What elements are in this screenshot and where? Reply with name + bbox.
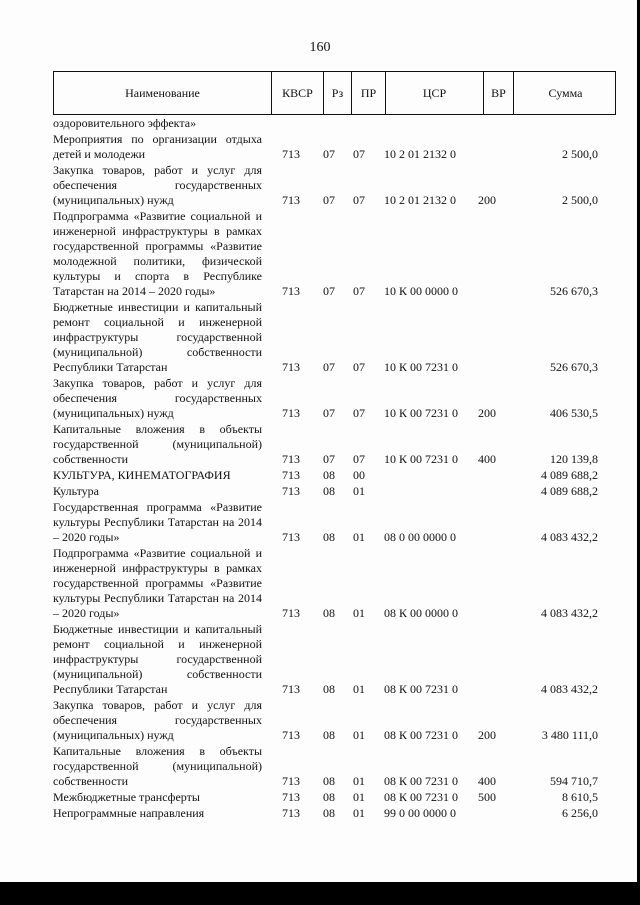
row-sum: 526 670,3	[550, 360, 598, 374]
row-kvsr: 713	[282, 806, 300, 820]
row-rz: 08	[323, 682, 335, 696]
row-sum: 594 710,7	[550, 774, 598, 788]
row-vr: 200	[478, 728, 496, 742]
page-number: 160	[309, 40, 331, 55]
row-kvsr: 713	[282, 790, 300, 804]
row-csr: 10 К 00 7231 0	[384, 452, 459, 466]
row-rz: 08	[323, 530, 335, 544]
row-sum: 120 139,8	[550, 452, 598, 466]
table-row	[53, 789, 616, 805]
row-name: Капитальные вложения в объекты государственной (муниципальной) собственности	[53, 744, 262, 788]
row-pr: 01	[353, 682, 365, 696]
row-pr: 00	[353, 468, 365, 482]
row-name: Капитальные вложения в объекты государственной (муниципальной) собственности	[53, 422, 262, 466]
table-row	[53, 545, 616, 621]
column-header-name: Наименование	[125, 85, 200, 100]
row-sum: 6 256,0	[562, 806, 598, 820]
row-kvsr: 713	[282, 484, 300, 498]
table-row	[53, 621, 616, 697]
table-row	[53, 115, 616, 131]
row-vr: 400	[478, 774, 496, 788]
row-kvsr: 713	[282, 530, 300, 544]
row-csr: 08 К 00 7231 0	[384, 790, 459, 804]
row-name: Межбюджетные трансферты	[53, 790, 200, 804]
row-rz: 07	[323, 147, 335, 161]
row-sum: 2 500,0	[562, 147, 598, 161]
row-kvsr: 713	[282, 406, 300, 420]
row-csr: 08 К 00 7231 0	[384, 728, 459, 742]
row-rz: 08	[323, 728, 335, 742]
row-kvsr: 713	[282, 147, 300, 161]
row-rz: 07	[323, 452, 335, 466]
row-pr: 01	[353, 774, 365, 788]
row-rz: 08	[323, 484, 335, 498]
table-row	[53, 421, 616, 467]
row-csr: 10 К 00 0000 0	[384, 284, 459, 298]
row-pr: 01	[353, 606, 365, 620]
row-kvsr: 713	[282, 360, 300, 374]
row-sum: 526 670,3	[550, 284, 598, 298]
table-row	[53, 483, 616, 499]
row-kvsr: 713	[282, 193, 300, 207]
row-pr: 07	[353, 406, 365, 420]
table-row	[53, 299, 616, 375]
table-body	[53, 115, 616, 821]
row-pr: 01	[353, 530, 365, 544]
row-rz: 08	[323, 468, 335, 482]
row-csr: 08 К 00 7231 0	[384, 774, 459, 788]
row-rz: 07	[323, 360, 335, 374]
table-row	[53, 697, 616, 743]
row-csr: 10 2 01 2132 0	[384, 147, 456, 161]
row-pr: 07	[353, 193, 365, 207]
row-sum: 4 083 432,2	[541, 530, 598, 544]
row-name: Бюджетные инвестиции и капитальный ремонт социальной и инженерной инфраструктуры государственной (муниципальной) собственности Республики Татарстан	[53, 300, 262, 374]
row-csr: 10 К 00 7231 0	[384, 406, 459, 420]
row-pr: 01	[353, 728, 365, 742]
row-name: оздоровительного эффекта»	[53, 116, 197, 130]
row-pr: 07	[353, 452, 365, 466]
row-vr: 200	[478, 193, 496, 207]
row-pr: 01	[353, 484, 365, 498]
row-sum: 4 083 432,2	[541, 682, 598, 696]
row-kvsr: 713	[282, 468, 300, 482]
row-vr: 200	[478, 406, 496, 420]
row-csr: 10 К 00 7231 0	[384, 360, 459, 374]
row-rz: 08	[323, 774, 335, 788]
row-csr: 08 К 00 7231 0	[384, 682, 459, 696]
table-row	[53, 208, 616, 299]
row-pr: 01	[353, 806, 365, 820]
row-name: Бюджетные инвестиции и капитальный ремонт социальной и инженерной инфраструктуры государственной (муниципальной) собственности Республики Татарстан	[53, 622, 262, 696]
row-sum: 3 480 111,0	[541, 728, 598, 742]
row-name: КУЛЬТУРА, КИНЕМАТОГРАФИЯ	[53, 468, 231, 482]
row-sum: 4 089 688,2	[541, 468, 598, 482]
row-kvsr: 713	[282, 682, 300, 696]
table-row	[53, 499, 616, 545]
scan-border-bottom	[0, 882, 640, 905]
row-pr: 07	[353, 284, 365, 298]
table-header	[53, 71, 616, 115]
row-name: Закупка товаров, работ и услуг для обеспечения государственных (муниципальных) нужд	[53, 163, 262, 207]
row-name: Государственная программа «Развитие культуры Республики Татарстан на 2014 – 2020 годы»	[53, 500, 262, 544]
row-pr: 01	[353, 790, 365, 804]
row-vr: 400	[478, 452, 496, 466]
row-csr: 99 0 00 0000 0	[384, 806, 456, 820]
row-name: Непрограммные направления	[53, 806, 205, 820]
row-name: Закупка товаров, работ и услуг для обеспечения государственных (муниципальных) нужд	[53, 698, 262, 742]
row-rz: 08	[323, 806, 335, 820]
table-row	[53, 467, 616, 483]
row-name: Культура	[53, 484, 99, 498]
column-header-sum: Сумма	[513, 72, 617, 114]
row-rz: 08	[323, 790, 335, 804]
row-csr: 10 2 01 2132 0	[384, 193, 456, 207]
column-header-csr: ЦСР	[385, 72, 483, 114]
row-name: Подпрограмма «Развитие социальной и инженерной инфраструктуры в рамках государственной программы «Развитие культуры Республики Татарстан на 2014 – 2020 годы»	[53, 546, 262, 620]
row-name: Подпрограмма «Развитие социальной и инженерной инфраструктуры в рамках государственной программы «Развитие молодежной политики, физической культуры и спорта в Республике Татарстан на 2014 – 2020 годы»	[53, 209, 262, 298]
row-rz: 08	[323, 606, 335, 620]
row-kvsr: 713	[282, 606, 300, 620]
row-name: Мероприятия по организации отдыха детей и молодежи	[53, 132, 262, 161]
row-kvsr: 713	[282, 284, 300, 298]
row-sum: 8 610,5	[562, 790, 598, 804]
table-row	[53, 805, 616, 821]
row-sum: 4 089 688,2	[541, 484, 598, 498]
row-rz: 07	[323, 193, 335, 207]
row-vr: 500	[478, 790, 496, 804]
row-rz: 07	[323, 284, 335, 298]
row-sum: 4 083 432,2	[541, 606, 598, 620]
row-csr: 08 К 00 0000 0	[384, 606, 459, 620]
row-pr: 07	[353, 147, 365, 161]
column-header-pr: ПР	[351, 72, 385, 114]
table-row	[53, 743, 616, 789]
table-row	[53, 375, 616, 421]
row-sum: 2 500,0	[562, 193, 598, 207]
column-header-rz: Рз	[323, 72, 351, 114]
row-name: Закупка товаров, работ и услуг для обеспечения государственных (муниципальных) нужд	[53, 376, 262, 420]
row-sum: 406 530,5	[550, 406, 598, 420]
row-kvsr: 713	[282, 774, 300, 788]
column-header-vr: ВР	[483, 72, 513, 114]
table-row	[53, 162, 616, 208]
table-row	[53, 131, 616, 162]
row-kvsr: 713	[282, 452, 300, 466]
row-csr: 08 0 00 0000 0	[384, 530, 456, 544]
row-kvsr: 713	[282, 728, 300, 742]
row-pr: 07	[353, 360, 365, 374]
row-rz: 07	[323, 406, 335, 420]
column-header-kvsr: КВСР	[271, 72, 323, 114]
